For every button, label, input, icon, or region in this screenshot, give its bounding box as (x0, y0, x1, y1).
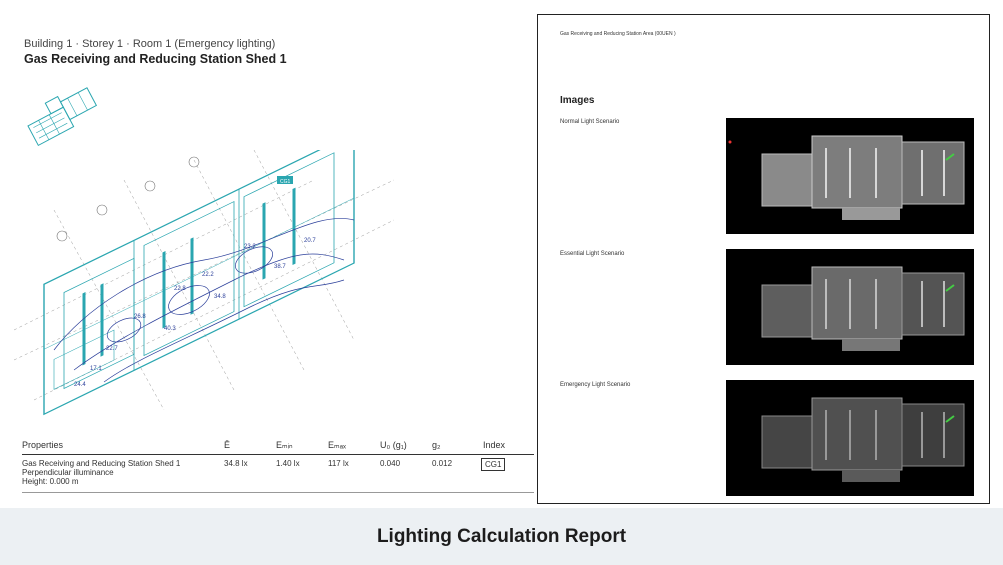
header-index: Index (483, 440, 506, 450)
report-page-left (0, 0, 537, 505)
row-index-badge: CG1 (481, 458, 505, 471)
header-uniformity: U₀ (g₁) (380, 440, 407, 450)
caption-bar (0, 508, 1003, 565)
row-uniformity: 0.040 (380, 459, 401, 468)
report-page-right (537, 14, 990, 504)
scenario-label-normal: Normal Light Scenario (560, 119, 620, 125)
breadcrumb: Building 1 · Storey 1 · Room 1 (Emergency lighting) (24, 38, 276, 50)
table-divider (22, 492, 534, 493)
row-name: Gas Receiving and Reducing Station Shed 1 (22, 459, 181, 468)
scenario-label-emergency: Emergency Light Scenario (560, 382, 631, 388)
header-g2: g₂ (432, 440, 441, 450)
plan-value: 22.2 (202, 272, 214, 278)
plan-value: 23.2 (244, 244, 256, 250)
plan-value: 24.4 (74, 382, 86, 388)
row-e-min: 1.40 lx (276, 459, 300, 468)
header-e-min: Eₘᵢₙ (276, 440, 293, 450)
scenario-render-essential (726, 249, 974, 365)
caption-title: Lighting Calculation Report (376, 525, 627, 547)
table-row (22, 455, 534, 501)
properties-table-header (22, 440, 534, 455)
plan-value: 22.7 (106, 346, 118, 352)
scenario-render-normal (726, 118, 974, 234)
images-heading: Images (560, 95, 595, 106)
header-properties: Properties (22, 440, 64, 450)
header-e-avg: Ē (224, 440, 231, 450)
plan-marker-label: CG1 (280, 179, 291, 185)
scenario-render-emergency (726, 380, 974, 496)
floor-plan-illuminance (14, 150, 394, 420)
page-header: Gas Receiving and Reducing Station Area (00UEN ) (560, 31, 676, 37)
row-name-cell (22, 459, 180, 486)
plan-value: 17.1 (90, 366, 102, 372)
row-subtitle: Perpendicular illuminance (22, 468, 114, 477)
row-e-max: 117 lx (328, 459, 349, 468)
room-title: Gas Receiving and Reducing Station Shed 1 (24, 52, 287, 66)
row-e-avg: 34.8 lx (224, 459, 248, 468)
plan-value: 40.3 (164, 326, 176, 332)
scenario-label-essential: Essential Light Scenario (560, 251, 625, 257)
header-e-max: Eₘₐₓ (328, 440, 346, 450)
plan-value: 34.8 (214, 294, 226, 300)
plan-value: 26.8 (134, 314, 146, 320)
plan-value: 38.7 (274, 264, 286, 270)
plan-value: 20.7 (304, 238, 316, 244)
building-overview-thumbnail (18, 80, 118, 152)
row-height: Height: 0.000 m (22, 477, 79, 486)
row-g2: 0.012 (432, 459, 453, 468)
plan-value: 22.8 (174, 286, 186, 292)
